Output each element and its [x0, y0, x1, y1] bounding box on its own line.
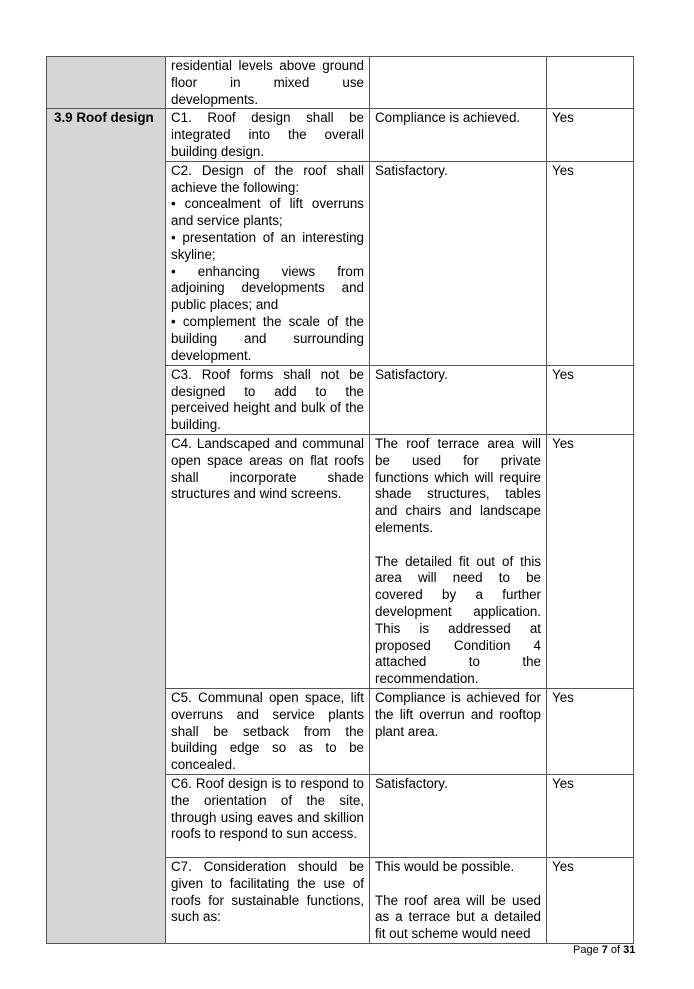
complies-cell: Yes — [547, 365, 634, 434]
comment-paragraph: The roof terrace area will be used for private functions which will require shade structures, tables and chairs and landscape elements. — [375, 435, 541, 535]
comment-cell: Satisfactory. — [370, 774, 547, 857]
compliance-table — [46, 56, 634, 944]
control-cell — [166, 161, 370, 365]
table-row — [47, 109, 634, 161]
comment-cell — [370, 857, 547, 943]
control-cell: C6. Roof design is to respond to the orientation of the site, through using eaves and skillion roofs to respond to sun access. — [166, 774, 370, 857]
page-number: Page 7 of 31 — [573, 944, 636, 956]
comment-cell: Compliance is achieved for the lift overrun and rooftop plant area. — [370, 688, 547, 774]
comment-cell — [370, 57, 547, 109]
control-intro: C2. Design of the roof shall achieve the following: — [171, 162, 364, 195]
section-cell-continued — [47, 57, 166, 109]
comment-cell: Compliance is achieved. — [370, 109, 547, 161]
section-title: 3.9 Roof design — [47, 109, 166, 944]
control-bullet: • enhancing views from adjoining developments and public places; and — [171, 263, 364, 313]
comment-cell: Satisfactory. — [370, 161, 547, 365]
control-cell: C7. Consideration should be given to facilitating the use of roofs for sustainable functions, such as: — [166, 857, 370, 943]
control-cell: C1. Roof design shall be integrated into the overall building design. — [166, 109, 370, 161]
control-cell: C5. Communal open space, lift overruns and service plants shall be setback from the building edge so as to be concealed. — [166, 688, 370, 774]
total-pages: 31 — [623, 944, 636, 956]
control-bullet: • presentation of an interesting skyline; — [171, 229, 364, 262]
complies-cell: Yes — [547, 161, 634, 365]
control-cell: residential levels above ground floor in mixed use developments. — [166, 57, 370, 109]
complies-cell: Yes — [547, 688, 634, 774]
complies-cell: Yes — [547, 434, 634, 688]
comment-cell: Satisfactory. — [370, 365, 547, 434]
current-page: 7 — [601, 944, 608, 956]
table-row — [47, 57, 634, 109]
comment-cell — [370, 434, 547, 688]
comment-paragraph: The detailed fit out of this area will need to be covered by a further development application. This is addressed at proposed Condition 4 attached to the recommendation. — [375, 553, 541, 687]
complies-cell — [547, 57, 634, 109]
control-cell: C3. Roof forms shall not be designed to add to the perceived height and bulk of the building. — [166, 365, 370, 434]
comment-paragraph: This would be possible. — [375, 858, 515, 874]
control-bullet: • complement the scale of the building and surrounding development. — [171, 313, 364, 363]
complies-cell: Yes — [547, 109, 634, 161]
complies-cell: Yes — [547, 857, 634, 943]
comment-paragraph: The roof area will be used as a terrace but a detailed fit out scheme would need — [375, 892, 541, 942]
complies-cell: Yes — [547, 774, 634, 857]
control-cell: C4. Landscaped and communal open space areas on flat roofs shall incorporate shade structures and wind screens. — [166, 434, 370, 688]
control-bullet: • concealment of lift overruns and service plants; — [171, 196, 364, 229]
